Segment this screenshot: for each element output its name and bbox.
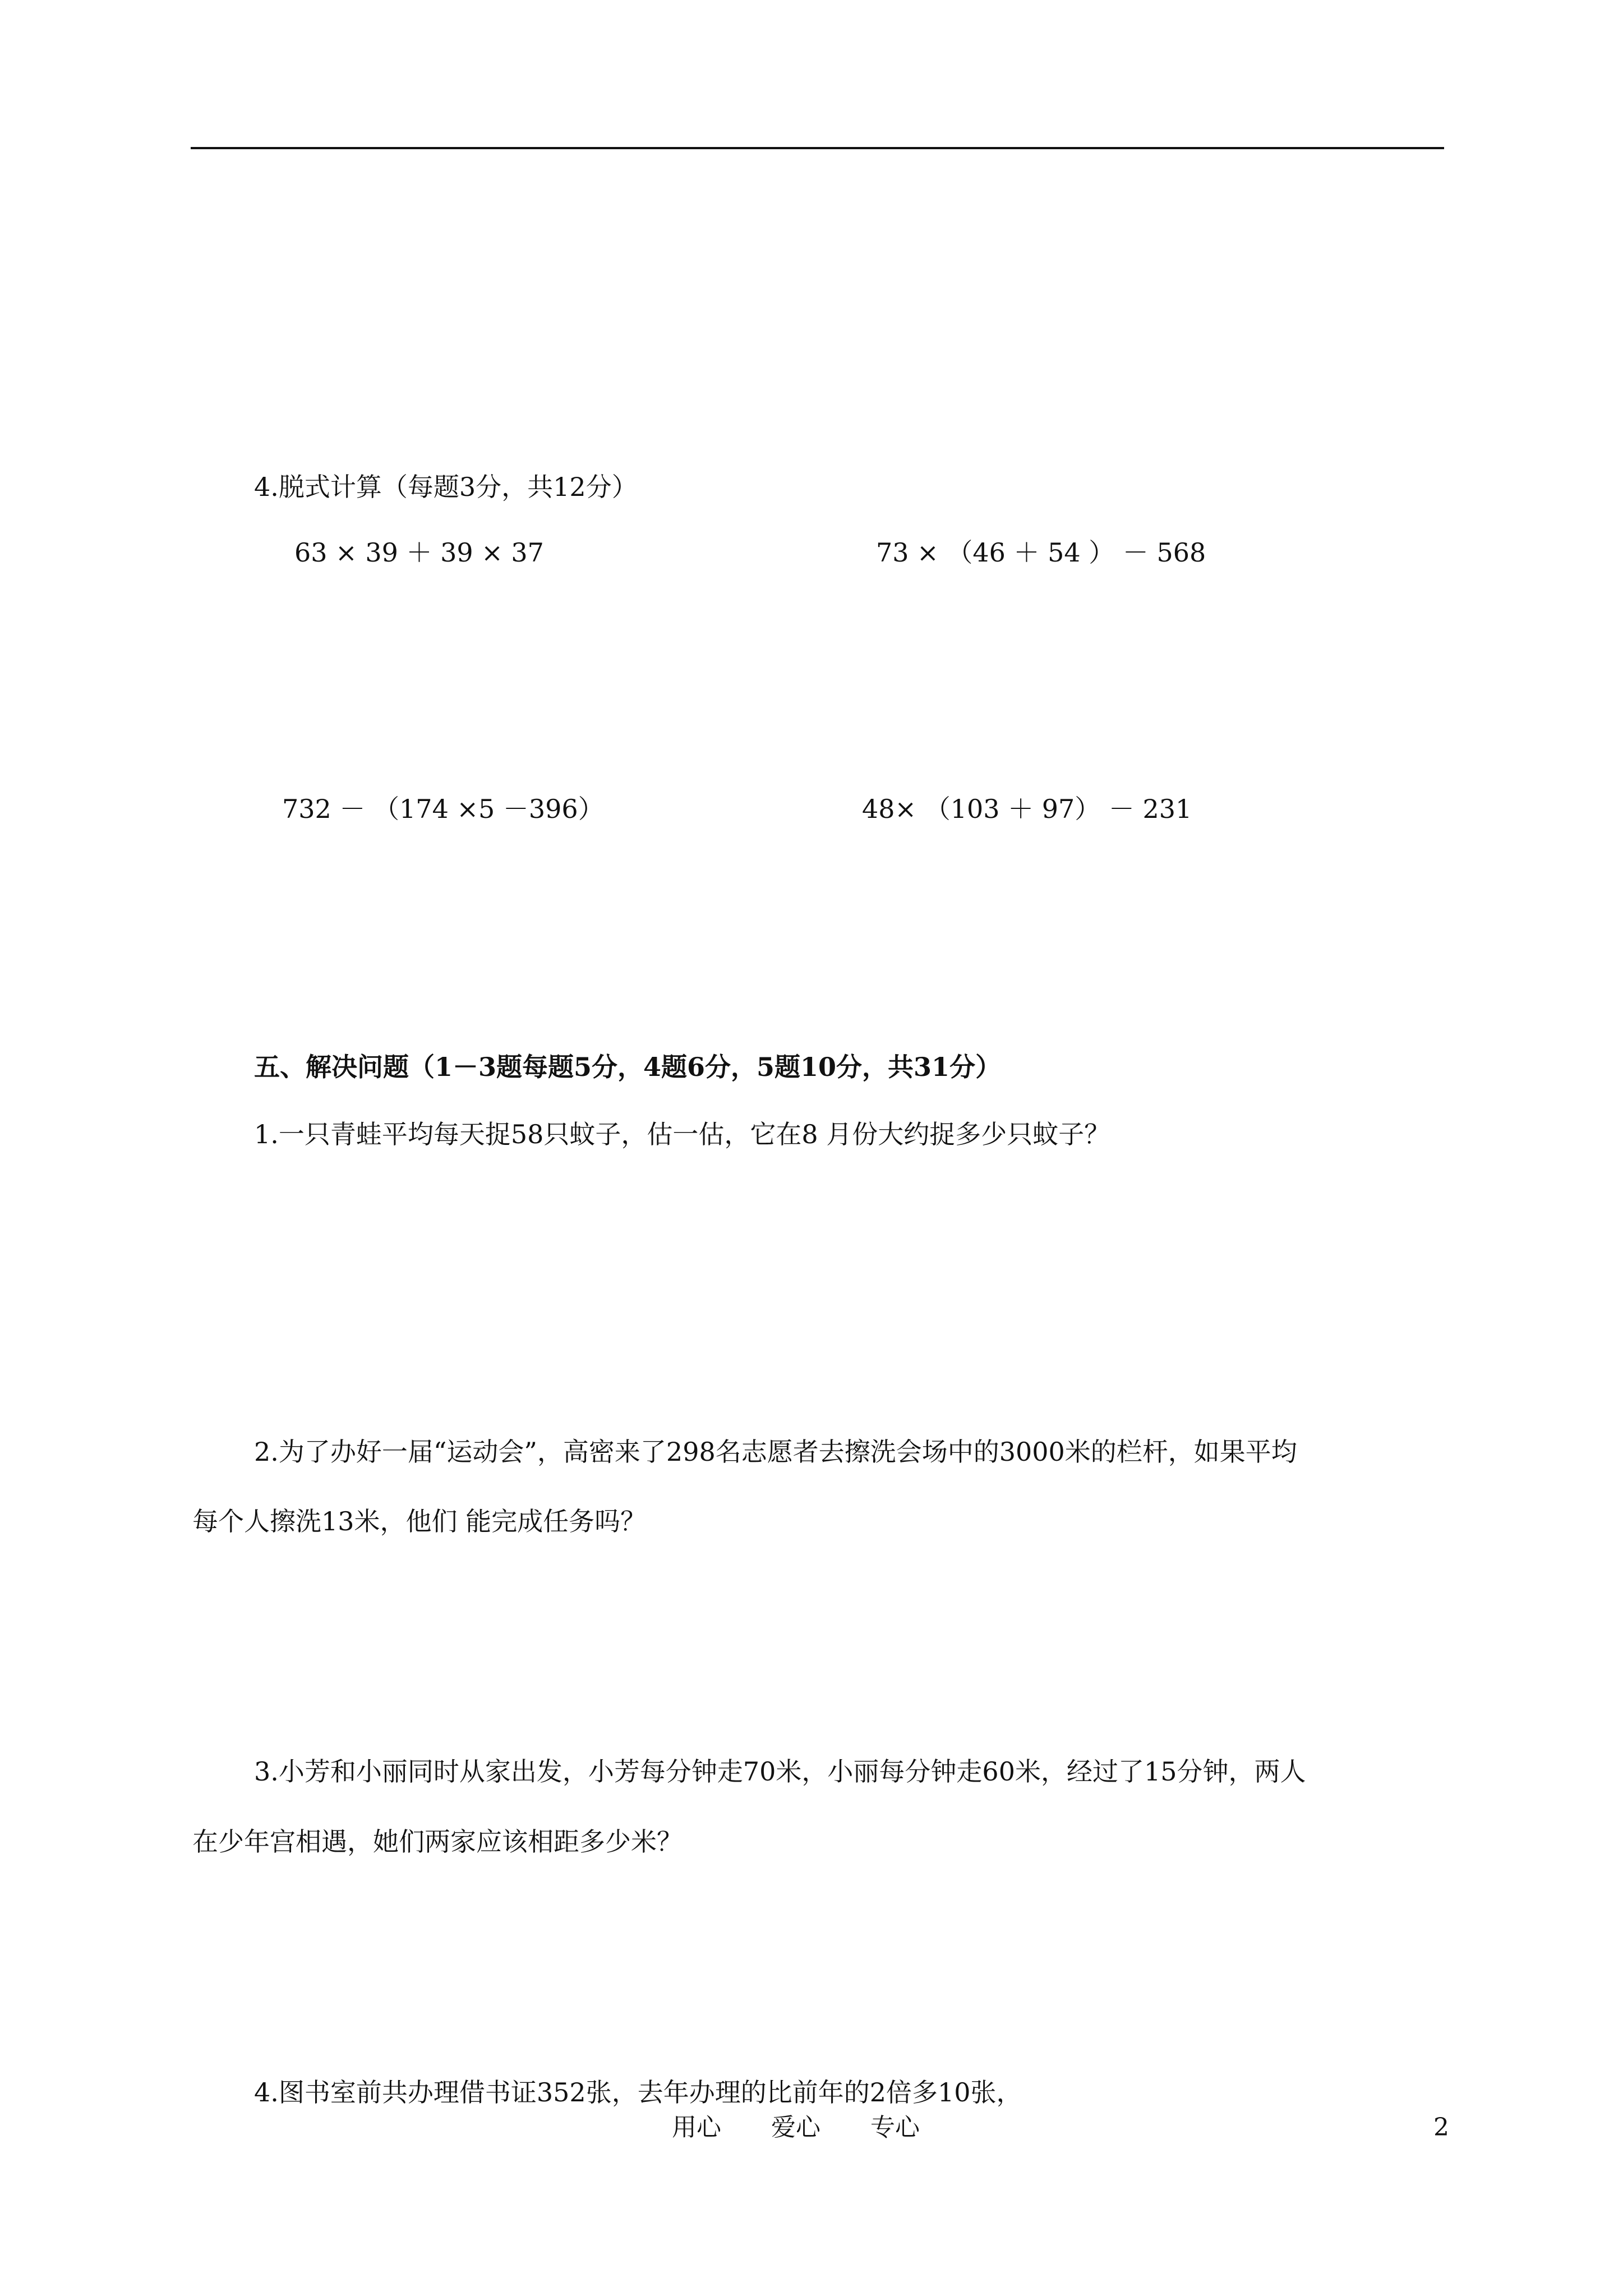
- question-2-line-1: 2.为了办好一届“运动会”，高密来了298名志愿者去擦洗会场中的3000米的栏杆，如果平均: [254, 1437, 1297, 1467]
- expression-3: 732 － （174 ×5 －396）: [282, 794, 604, 824]
- question-2-line-2: 每个人擦洗13米，他们 能完成任务吗？: [192, 1506, 647, 1536]
- question-3-line-1: 3.小芳和小丽同时从家出发，小芳每分钟走70米，小丽每分钟走60米，经过了15分钟，两人: [254, 1756, 1306, 1787]
- question-4: 4.图书室前共办理借书证352张，去年办理的比前年的2倍多10张，: [254, 2077, 1022, 2108]
- header-rule: [191, 147, 1444, 149]
- page-number: 2: [1433, 2113, 1449, 2142]
- footer-motto-3: 专心: [870, 2113, 920, 2142]
- section5-heading: 五、解决问题（1－3题每题5分，4题6分，5题10分，共31分）: [254, 1052, 1002, 1082]
- footer-motto-2: 爱心: [771, 2113, 820, 2142]
- expression-2: 73 × （46 ＋ 54 ） － 568: [876, 537, 1206, 568]
- expression-1: 63 × 39 ＋ 39 × 37: [294, 537, 544, 568]
- question-3-line-2: 在少年宫相遇，她们两家应该相距多少米？: [192, 1826, 683, 1857]
- expression-4: 48× （103 ＋ 97） － 231: [862, 794, 1192, 824]
- question-1: 1.一只青蛙平均每天捉58只蚊子，估一估，它在8 月份大约捉多少只蚊子？: [254, 1119, 1110, 1149]
- footer-motto-1: 用心: [672, 2113, 721, 2142]
- section4-heading: 4.脱式计算（每题3分，共12分）: [254, 472, 638, 502]
